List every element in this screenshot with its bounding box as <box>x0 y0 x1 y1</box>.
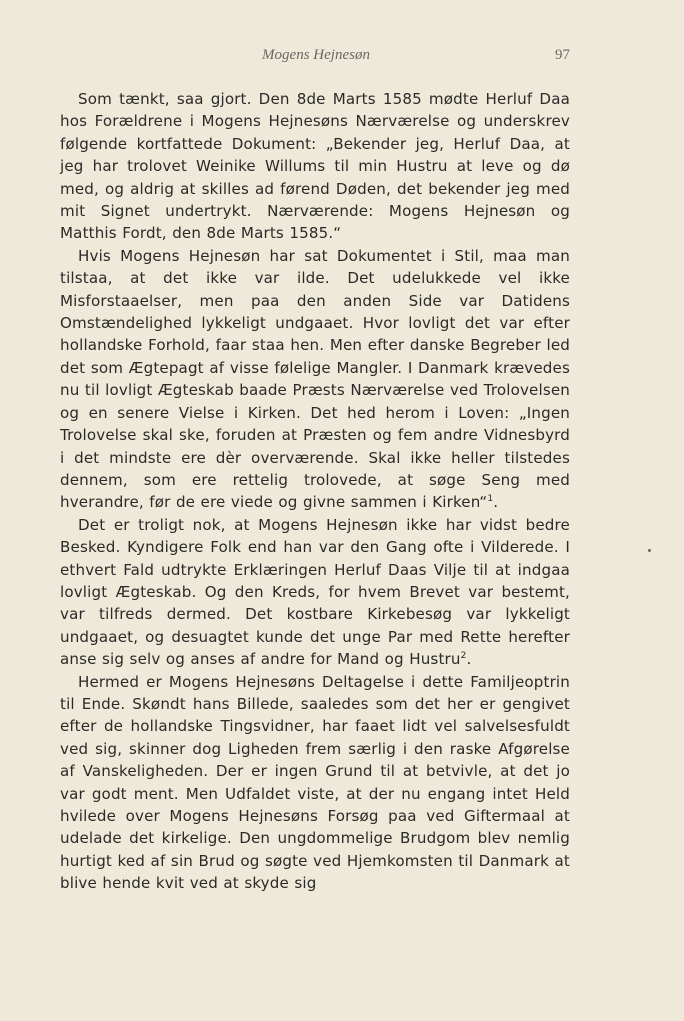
paragraph-2-end: . <box>493 493 499 512</box>
paragraph-3-end: . <box>466 650 472 669</box>
page-number: 97 <box>555 47 570 63</box>
footnote-marker-1: 1 <box>487 494 494 505</box>
paragraph-3 <box>60 514 570 671</box>
footnote-marker-2: 2 <box>460 651 467 662</box>
paragraph-4 <box>60 671 570 895</box>
page-header <box>62 47 570 69</box>
paragraph-3-text: Det er troligt nok, at Mogens Hejnesøn ikke har vidst bedre Besked. Kyndigere Folk end han var den Gang ofte i Vilderede. I ethvert Fald udtrykte Erklæringen Herluf Daas Vilje til at indgaa lovligt Ægteskab. Og den Kreds, for hvem Brevet var bestemt, var tilfreds dermed. Det kostbare Kirkebesøg var lykkeligt undgaaet, og desuagtet kunde det unge Par med Rette herefter anse sig selv og anses af andre for Mand og Hustru <box>60 515 570 669</box>
body-text <box>60 88 570 895</box>
paper-speck <box>648 549 651 552</box>
paragraph-2-text: Hvis Mogens Hejnesøn har sat Dokumentet i Stil, maa man tilstaa, at det ikke var ilde. Det udelukkede vel ikke Misforstaaelser, men paa den anden Side var Datidens Omstændelighed lykkeligt undgaaet. Hvor lovligt det var efter hollandske Forhold, faar staa hen. Men efter danske Begreber led det som Ægtepagt af visse følelige Mangler. I Danmark krævedes nu til lovligt Ægteskab baade Præsts Nærværelse ved Trolovelsen og en senere Vielse i Kirken. Det hed herom i Loven: „Ingen Trolovelse skal ske, foruden at Præsten og fem andre Vidnesbyrd i det mindste ere dèr overværende. Skal ikke heller tilstedes dennem, som ere rettelig trolovede, at søge Seng med hverandre, før de ere viede og givne sammen i Kirken“ <box>60 246 570 512</box>
paragraph-2 <box>60 245 570 514</box>
running-title: Mogens Hejnesøn <box>262 47 370 63</box>
paragraph-4-text: Hermed er Mogens Hejnesøns Deltagelse i dette Familjeoptrin til Ende. Skøndt hans Billede, saaledes som det her er gengivet efter de hollandske Tingsvidner, har faaet lidt vel salvelsesfuldt ved sig, skinner dog Ligheden frem særlig i den raske Afgørelse af Vanskeligheden. Der er ingen Grund til at betvivle, at det jo var godt ment. Men Udfaldet viste, at der nu engang intet Held hvilede over Mogens Hejnesøns Forsøg paa ved Giftermaal at udelade det kirkelige. Den ungdommelige Brudgom blev nemlig hurtigt ked af sin Brud og søgte ved Hjemkomsten til Danmark at blive hende kvit ved at skyde sig <box>60 672 570 893</box>
paragraph-1-text: Som tænkt, saa gjort. Den 8de Marts 1585 mødte Herluf Daa hos Forældrene i Mogens Hejnesøns Nærværelse og underskrev følgende kortfattede Dokument: „Bekender jeg, Herluf Daa, at jeg har trolovet Weinike Willums til min Hustru at leve og dø med, og aldrig at skilles ad førend Døden, det bekender jeg med mit Signet undertrykt. Nærværende: Mogens Hejnesøn og Matthis Fordt, den 8de Marts 1585.“ <box>60 90 570 243</box>
paragraph-1 <box>60 88 570 245</box>
